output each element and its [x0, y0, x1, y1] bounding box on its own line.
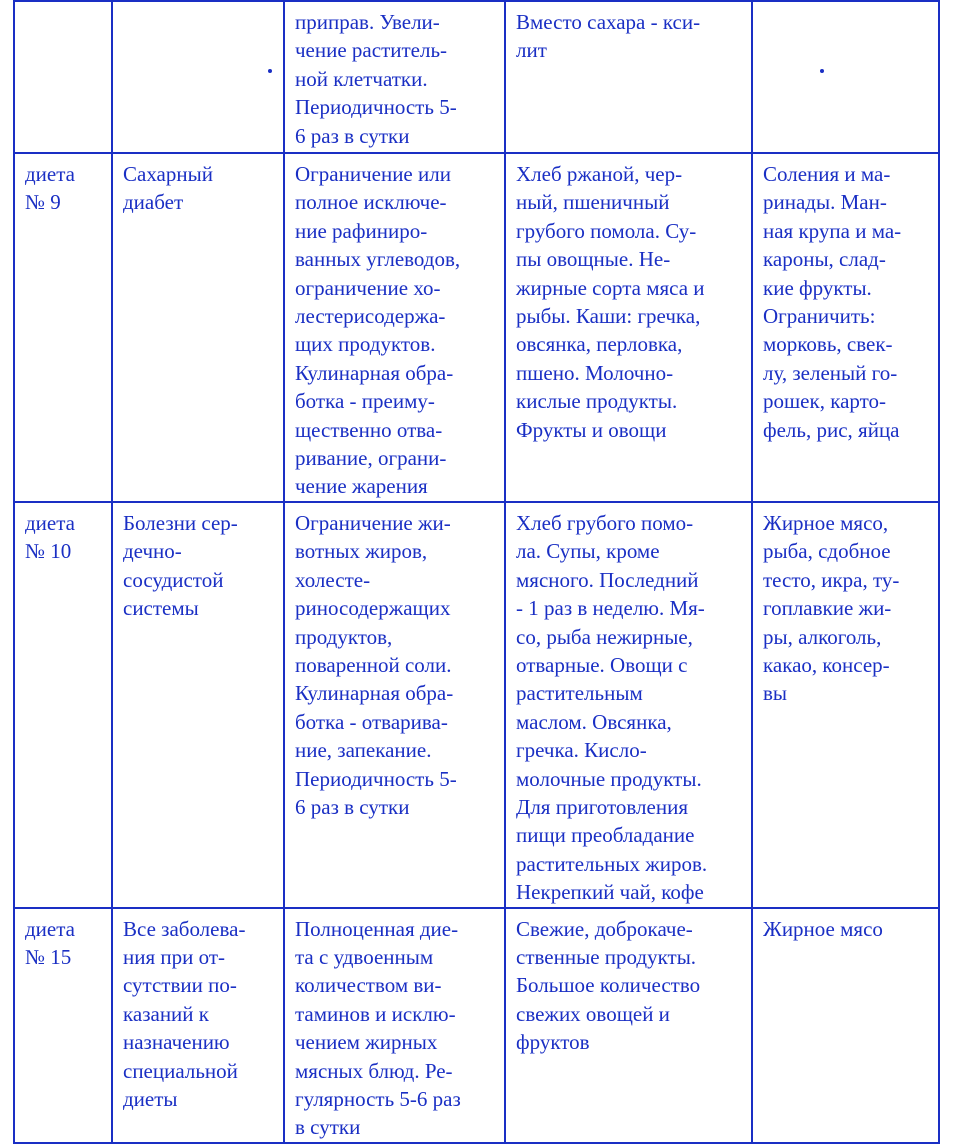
- cell-text-line: свежих овощей и: [516, 1001, 670, 1026]
- cell-text-line: чение жарения: [295, 474, 428, 499]
- cell-text-line: Хлеб ржаной, чер-: [516, 162, 683, 186]
- cell-recommended-foods: [505, 1, 752, 153]
- cell-text-line: чение раститель-: [295, 38, 448, 63]
- cell-text-line: в сутки: [295, 1115, 361, 1140]
- cell-text-line: ния при от-: [123, 944, 226, 969]
- cell-text-line: 6 раз в сутки: [295, 123, 410, 148]
- cell-text-line: Кулинарная обра-: [295, 681, 454, 706]
- cell-text-line: лестерисодержа-: [295, 304, 446, 329]
- cell-text-line: маслом. Овсянка,: [516, 709, 672, 734]
- cell-text-line: морковь, свек-: [763, 332, 893, 357]
- cell-text-line: мясных блюд. Ре-: [295, 1058, 453, 1083]
- cell-text-line: ной клетчатки.: [295, 66, 428, 91]
- cell-text-line: Ограничить:: [763, 304, 876, 329]
- cell-recommended-foods: [505, 502, 752, 908]
- cell-text-line: приправ. Увели-: [295, 10, 440, 34]
- cell-text-line: - 1 раз в неделю. Мя-: [516, 596, 705, 621]
- cell-text-line: холесте-: [295, 567, 371, 592]
- cell-excluded-foods: [752, 153, 939, 502]
- cell-text-line: пы овощные. Не-: [516, 247, 671, 272]
- table-row: [14, 908, 939, 1143]
- cell-text-line: рыба, сдобное: [763, 539, 891, 564]
- cell-text-line: Хлеб грубого помо-: [516, 510, 694, 535]
- scan-dot: [268, 69, 272, 73]
- cell-text-line: Ограничение жи-: [295, 510, 451, 535]
- cell-text-line: кароны, слад-: [763, 247, 886, 272]
- cell-text-line: пшено. Молочно-: [516, 360, 674, 385]
- cell-text-line: ние, запекание.: [295, 738, 432, 763]
- cell-text-line: Для приготовления: [516, 794, 688, 819]
- cell-text-line: Большое количество: [516, 973, 701, 998]
- cell-text-line: 6 раз в сутки: [295, 794, 410, 819]
- cell-text-line: сосудистой: [123, 567, 224, 592]
- cell-text-line: ривание, ограни-: [295, 446, 447, 471]
- cell-text-line: тесто, икра, ту-: [763, 567, 900, 592]
- cell-text-line: диабет: [123, 190, 184, 215]
- cell-recommended-foods: [505, 908, 752, 1143]
- cell-text-line: Некрепкий чай, кофе: [516, 880, 704, 905]
- cell-text-line: Сахарный: [123, 162, 213, 186]
- cell-diet-number: [14, 908, 112, 1143]
- cell-text-line: ла. Супы, кроме: [516, 539, 660, 564]
- cell-text-line: ры, алкоголь,: [763, 624, 882, 649]
- cell-text-line: диеты: [123, 1087, 178, 1111]
- cell-text-line: со, рыба нежирные,: [516, 624, 693, 649]
- cell-text-line: ботка - преиму-: [295, 389, 435, 414]
- cell-text-line: ботка - отварива-: [295, 709, 448, 734]
- cell-text-line: грубого помола. Су-: [516, 218, 697, 243]
- cell-text-line: чением жирных: [295, 1030, 438, 1055]
- cell-text-line: Соления и ма-: [763, 162, 891, 186]
- cell-text-line: та с удвоенным: [295, 944, 434, 969]
- table-row: [14, 153, 939, 502]
- cell-text-line: рошек, карто-: [763, 389, 887, 414]
- cell-text-line: Жирное мясо: [763, 916, 883, 941]
- cell-text-line: гулярность 5-6 раз: [295, 1087, 461, 1111]
- cell-text-line: лит: [516, 38, 547, 63]
- cell-principles: [284, 908, 505, 1143]
- cell-text-line: системы: [123, 596, 199, 621]
- cell-text-line: Полноценная дие-: [295, 916, 459, 941]
- cell-excluded-foods: [752, 908, 939, 1143]
- cell-text-line: вотных жиров,: [295, 539, 428, 564]
- cell-text-line: рыбы. Каши: гречка,: [516, 304, 701, 329]
- cell-text-line: молочные продукты.: [516, 766, 702, 791]
- cell-text-line: вы: [763, 681, 788, 706]
- cell-text-line: Ограничение или: [295, 162, 451, 186]
- cell-text-line: ственные продукты.: [516, 944, 697, 969]
- cell-text-line: кие фрукты.: [763, 275, 872, 300]
- cell-text-line: сутствии по-: [123, 973, 237, 998]
- cell-principles: [284, 153, 505, 502]
- cell-text-line: № 10: [25, 539, 72, 564]
- cell-text-line: лу, зеленый го-: [763, 360, 898, 385]
- cell-principles: [284, 502, 505, 908]
- cell-text-line: полное исключе-: [295, 190, 447, 215]
- cell-text-line: количеством ви-: [295, 973, 442, 998]
- cell-text-line: щественно отва-: [295, 417, 443, 442]
- scan-dot: [820, 69, 824, 73]
- cell-text-line: ванных углеводов,: [295, 247, 461, 272]
- cell-text-line: мясного. Последний: [516, 567, 699, 592]
- cell-text-line: какао, консер-: [763, 652, 890, 677]
- diet-table-body: [14, 1, 939, 1143]
- cell-text-line: растительным: [516, 681, 643, 706]
- cell-excluded-foods: [752, 502, 939, 908]
- cell-disease: [112, 153, 284, 502]
- cell-text-line: гоплавкие жи-: [763, 596, 892, 621]
- cell-diet-number: [14, 1, 112, 153]
- cell-text-line: ограничение хо-: [295, 275, 441, 300]
- cell-text-line: назначению: [123, 1030, 230, 1055]
- cell-diet-number: [14, 153, 112, 502]
- cell-text-line: растительных жиров.: [516, 851, 708, 876]
- cell-text-line: жирные сорта мяса и: [516, 275, 705, 300]
- cell-text-line: фель, рис, яйца: [763, 417, 900, 442]
- cell-text-line: специальной: [123, 1058, 238, 1083]
- cell-text-line: Свежие, доброкаче-: [516, 916, 693, 941]
- cell-text-line: диета: [25, 510, 75, 535]
- cell-text-line: Вместо сахара - кси-: [516, 10, 701, 34]
- cell-text-line: Периодичность 5-: [295, 766, 457, 791]
- cell-text-line: диета: [25, 916, 75, 941]
- diet-table: [13, 0, 940, 1144]
- cell-text-line: ринады. Ман-: [763, 190, 887, 215]
- cell-disease: [112, 502, 284, 908]
- cell-text-line: отварные. Овощи с: [516, 652, 688, 677]
- cell-text-line: Периодичность 5-: [295, 95, 457, 120]
- cell-text-line: казаний к: [123, 1001, 209, 1026]
- cell-diet-number: [14, 502, 112, 908]
- cell-text-line: гречка. Кисло-: [516, 738, 647, 763]
- cell-text-line: Кулинарная обра-: [295, 360, 454, 385]
- cell-text-line: Все заболева-: [123, 916, 246, 941]
- cell-principles: [284, 1, 505, 153]
- cell-text-line: № 15: [25, 944, 72, 969]
- cell-text-line: кислые продукты.: [516, 389, 678, 414]
- cell-text-line: овсянка, перловка,: [516, 332, 683, 357]
- cell-disease: [112, 908, 284, 1143]
- cell-text-line: ная крупа и ма-: [763, 218, 902, 243]
- table-row: [14, 502, 939, 908]
- cell-recommended-foods: [505, 153, 752, 502]
- cell-text-line: таминов и исклю-: [295, 1001, 456, 1026]
- cell-text-line: риносодержащих: [295, 596, 451, 621]
- cell-text-line: щих продуктов.: [295, 332, 436, 357]
- cell-text-line: Болезни сер-: [123, 510, 238, 535]
- cell-text-line: Жирное мясо,: [763, 510, 889, 535]
- cell-text-line: Фрукты и овощи: [516, 417, 667, 442]
- cell-text-line: № 9: [25, 190, 61, 215]
- cell-text-line: дечно-: [123, 539, 182, 564]
- cell-text-line: фруктов: [516, 1030, 590, 1055]
- cell-disease: [112, 1, 284, 153]
- cell-text-line: ный, пшеничный: [516, 190, 670, 215]
- cell-excluded-foods: [752, 1, 939, 153]
- cell-text-line: ние рафиниро-: [295, 218, 428, 243]
- cell-text-line: продуктов,: [295, 624, 393, 649]
- cell-text-line: диета: [25, 162, 75, 186]
- cell-text-line: пищи преобладание: [516, 823, 695, 848]
- table-row: [14, 1, 939, 153]
- cell-text-line: поваренной соли.: [295, 652, 452, 677]
